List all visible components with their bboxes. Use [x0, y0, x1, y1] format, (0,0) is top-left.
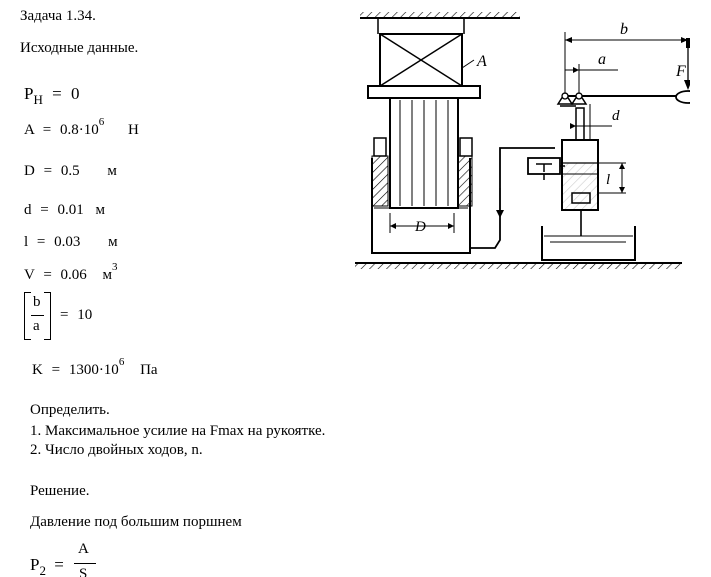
formula-numerator: A — [78, 541, 89, 557]
ratio-numerator: b — [33, 294, 41, 310]
param-k-symbol: K — [32, 362, 43, 378]
ratio-denominator: a — [33, 318, 40, 334]
given-header: Исходные данные. — [20, 40, 139, 56]
dimension-a — [565, 64, 618, 94]
task-item-2: 2. Число двойных ходов, n. — [30, 442, 203, 458]
param-ph-value: 0 — [70, 84, 80, 103]
param-d-small-equals: = — [40, 202, 49, 218]
label-a-lower: a — [598, 51, 606, 68]
param-v-unit: м — [102, 267, 113, 283]
label-l: l — [606, 172, 611, 188]
dimension-b — [565, 32, 688, 94]
formula-lhs-symbol: P — [30, 555, 40, 574]
determine-header: Определить. — [30, 402, 110, 418]
ratio-equals: = — [60, 307, 69, 323]
param-d-big — [24, 163, 117, 180]
formula-lhs — [30, 555, 68, 575]
lever — [558, 93, 680, 106]
param-ph — [24, 84, 80, 107]
param-l-equals: = — [36, 234, 46, 250]
param-a-unit: Н — [127, 122, 139, 138]
param-d-big-equals: = — [43, 163, 53, 179]
lever-handle — [676, 91, 690, 103]
hydraulic-press-diagram — [350, 8, 690, 283]
param-ph-subscript: H — [33, 92, 43, 107]
param-a-symbol: A — [24, 122, 35, 138]
param-v-symbol: V — [24, 267, 35, 283]
small-pump-cylinder — [562, 140, 626, 236]
task-item-1: 1. Максимальное усилие на Fmax на рукоятке. — [30, 423, 326, 439]
param-v-equals: = — [43, 267, 52, 283]
param-k-value: 1300·10 — [68, 362, 119, 378]
param-ph-equals: = — [52, 84, 62, 103]
param-a-value: 0.8·10 — [59, 122, 99, 138]
solution-header: Решение. — [30, 483, 90, 499]
label-a-upper: A — [477, 53, 487, 70]
param-a-exponent: 6 — [98, 116, 105, 128]
ratio-fraction-line — [31, 315, 44, 316]
param-k — [32, 356, 158, 379]
param-k-exponent: 6 — [118, 356, 125, 368]
param-d-small — [24, 202, 105, 219]
reservoir-tank — [542, 226, 635, 260]
param-v-value: 0.06 — [60, 267, 87, 283]
label-f: F — [676, 63, 686, 80]
param-l — [24, 234, 118, 251]
param-d-small-unit: м — [95, 202, 105, 218]
small-piston-rod — [570, 104, 612, 140]
check-valve-left — [528, 158, 565, 180]
big-piston — [390, 98, 458, 208]
ratio-bracket-right — [44, 292, 51, 340]
load-body-a — [378, 18, 474, 86]
floor — [355, 263, 682, 269]
param-l-value: 0.03 — [54, 234, 81, 250]
ratio-value: 10 — [77, 307, 93, 323]
param-d-big-unit: м — [107, 163, 117, 179]
ratio-value-row — [60, 307, 92, 324]
ceiling — [360, 12, 520, 18]
label-b: b — [620, 21, 628, 38]
param-a — [24, 116, 139, 139]
label-d-small: d — [612, 108, 620, 124]
ratio-bracket-left — [24, 292, 31, 340]
param-v — [24, 261, 118, 284]
param-d-small-value: 0.01 — [57, 202, 84, 218]
press-plate — [368, 86, 480, 98]
solution-text: Давление под большим поршнем — [30, 514, 242, 530]
param-v-exponent: 3 — [112, 261, 118, 273]
param-k-equals: = — [51, 362, 61, 378]
formula-denominator: S — [79, 566, 88, 577]
param-d-big-symbol: D — [24, 163, 35, 179]
label-d-big: D — [415, 219, 426, 235]
param-d-big-value: 0.5 — [60, 163, 80, 179]
param-k-unit: Па — [140, 362, 158, 378]
param-l-unit: м — [108, 234, 118, 250]
formula-equals: = — [54, 555, 64, 574]
param-d-small-symbol: d — [24, 202, 32, 218]
param-a-equals: = — [42, 122, 52, 138]
task-title: Задача 1.34. — [20, 8, 96, 24]
param-ph-symbol: P — [24, 84, 34, 103]
formula-lhs-subscript: 2 — [39, 563, 46, 577]
formula-fraction-line — [74, 563, 96, 564]
param-l-symbol: l — [24, 234, 29, 250]
